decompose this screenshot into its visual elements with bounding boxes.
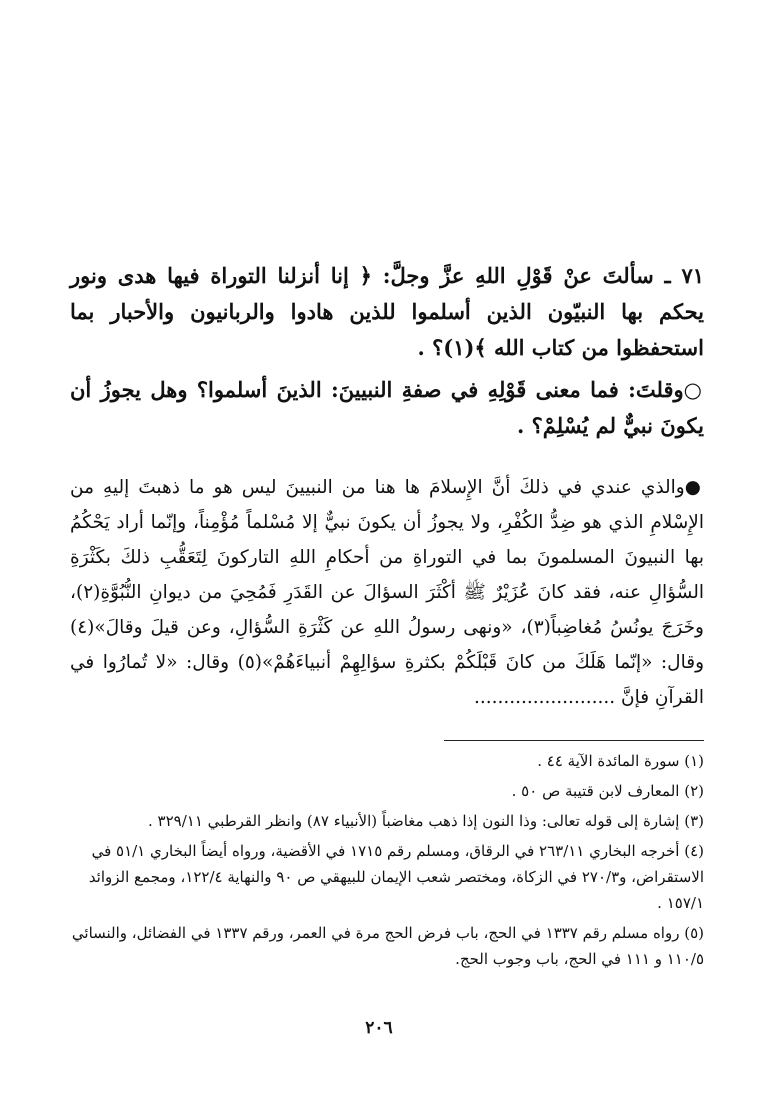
footnote-1: (١) سورة المائدة الآية ٤٤ . — [537, 752, 704, 770]
footnote-4: (٤) أخرجه البخاري ٢٦٣/١١ في الرقاق، ومسلم رقم ١٧١٥ في الأقضية، ورواه أيضاً البخاري ٥١/١ في الاستقراض، و٢٧٠/٣ في الزكاة، ومختصر شعب الإيمان للبيهقي ص ٩٠ والنهاية ١٢٢/٤، ومجمع الزوائد ١٥٧/١ . — [88, 842, 704, 912]
hollow-circle-marker: ○ — [683, 377, 705, 402]
footnote-2: (٢) المعارف لابن قتيبة ص ٥٠ . — [511, 782, 704, 800]
answer-text: والذي عندي في ذلكَ أنَّ الإِسلامَ ها هنا من النبيينَ ليس هو ما ذهبتَ إليهِ من الإِسْلامِ الذي هو ضِدُّ الكُفْرِ، ولا يجوزُ أن يكونَ نبيٌّ إلا مُسْلماً مُؤْمِناً، وإنّما أراد يَحْكُمُ بها النبيونَ المسلمونَ بما في التوراةِ من أحكامِ اللهِ التاركونَ لِتَعَقُّبِ ذلكَ بكَثْرَةِ السُّؤالِ عنه، فقد كانَ عُزَيْرٌ ﷺ أكْثَرَ السؤالَ عن القَدَرِ فَمُحِيَ من ديوانِ النُّبُوَّةِ(٢)، وخَرَجَ يونُسُ مُغاضِباً(٣)، «ونهى رسولُ اللهِ عن كَثْرَةِ السُّؤالِ، وعن قيلَ وقالَ»(٤) وقال: «إنّما هَلَكَ من كانَ قَبْلَكُمْ بكثرةِ سؤالِهِمْ أنبياءَهُمْ»(٥) وقال: «لا تُمارُوا في القرآنِ فإنَّ ........................ — [70, 477, 705, 708]
page-number: ٢٠٦ — [365, 1018, 393, 1038]
followup-text: وقلتَ: فما معنى قَوْلِهِ في صفةِ النبيينَ: الذينَ أسلموا؟ وهل يجوزُ أن يكونَ نبيٌّ لم يُسْلِمْ؟ . — [70, 377, 704, 438]
question-paragraph: ٧١ ـ سألتَ عنْ قَوْلِ اللهِ عزَّ وجلَّ: ﴿ إنا أنزلنا التوراة فيها هدى ونور يحكم بها النبيّون الذين أسلموا للذين هادوا والربانيون والأحبار بما استحفظوا من كتاب الله ﴾(١)؟ . — [70, 263, 704, 360]
footnote-separator — [444, 740, 704, 741]
footnote-5: (٥) رواه مسلم رقم ١٣٣٧ في الحج، باب فرض الحج مرة في العمر، ورقم ١٣٣٧ في الفضائل، والنسائي ١١٠/٥ و ١١١ في الحج، باب وجوب الحج. — [71, 924, 704, 968]
followup-paragraph — [70, 372, 704, 444]
filled-circle-marker: ● — [684, 477, 704, 498]
footnotes — [70, 748, 704, 976]
footnote-3: (٣) إشارة إلى قوله تعالى: وذا النون إذا ذهب مغاضباً (الأنبياء ٨٧) وانظر القرطبي ٣٢٩/١١ . — [148, 812, 704, 830]
answer-paragraph — [70, 470, 704, 715]
